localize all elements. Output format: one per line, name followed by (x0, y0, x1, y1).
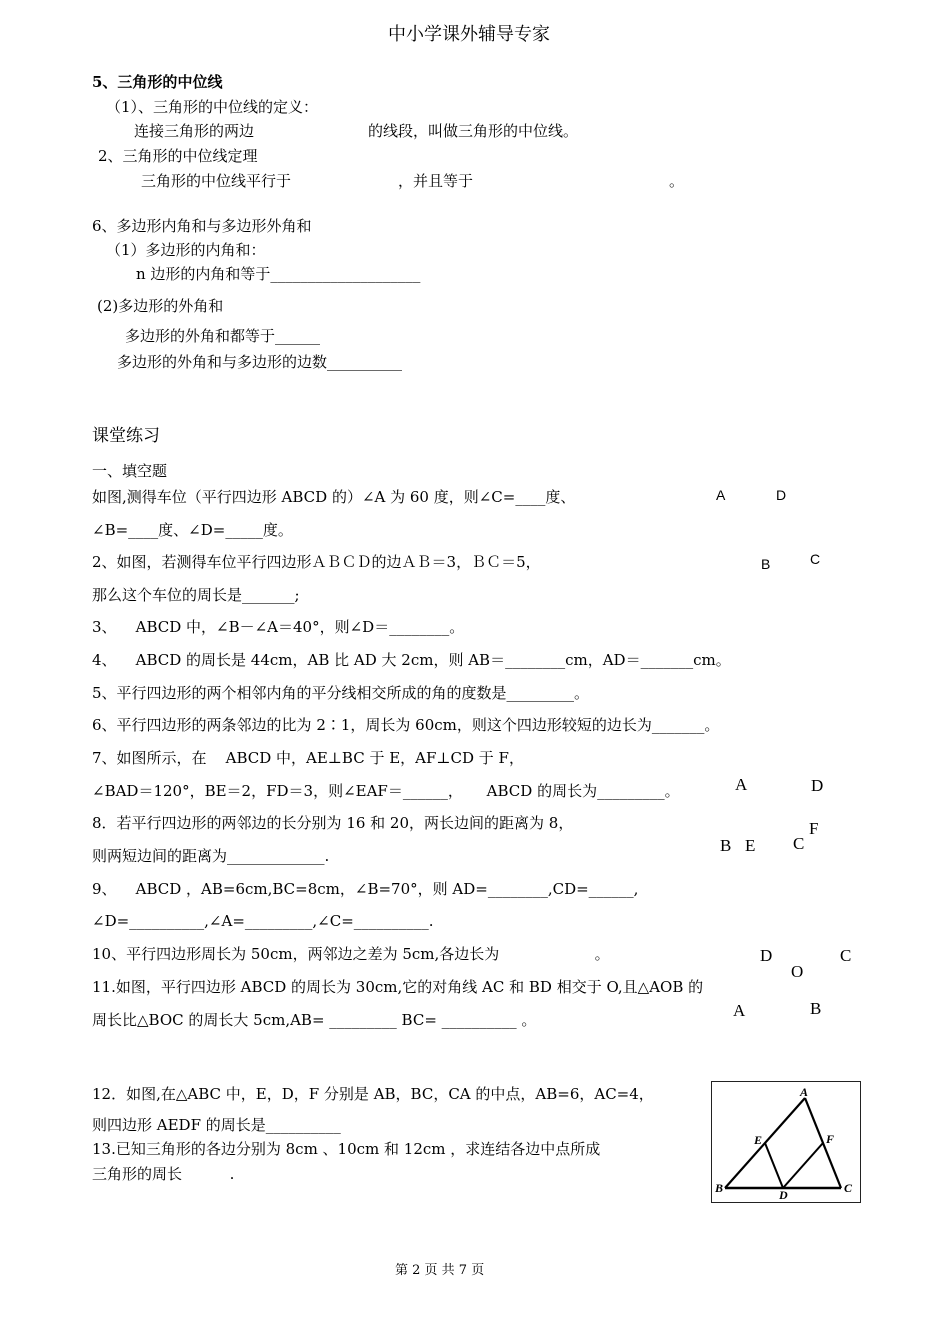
fig7-label-d: D (811, 776, 824, 795)
question-13-line-2: 三角形的周长 . (92, 1165, 235, 1183)
triangle-midpoint-figure (711, 1081, 861, 1203)
fig12-label-f: F (826, 1132, 835, 1146)
question-8-line-1: 8．若平行四边形的两邻边的长分别为 16 和 20，两长边间的距离为 8， (92, 814, 574, 832)
fig11-label-b: B (810, 999, 822, 1018)
question-3: 3、 ABCD 中，∠B－∠A＝40°，则∠D＝________。 (92, 618, 465, 636)
fig7-label-a: A (735, 775, 748, 794)
question-7-line-1: 7、如图所示，在 ABCD 中，AE⊥BC 于 E，AF⊥CD 于 F， (92, 749, 524, 767)
question-9-line-2: ∠D=__________,∠A=_________,∠C=__________. (92, 912, 434, 930)
fig7-label-e: E (745, 836, 756, 855)
fig7-label-b: B (720, 836, 732, 855)
fig1-label-d: D (776, 487, 787, 503)
fig12-label-e: E (754, 1133, 763, 1147)
fig11-label-d: D (760, 946, 773, 965)
section5-title: 5、三角形的中位线 (92, 73, 223, 91)
question-7-line-2: ∠BAD＝120°，BE＝2，FD＝3，则∠EAF＝______， ABCD 的周长为_________。 (92, 782, 680, 800)
practice-title: 课堂练习 (92, 426, 160, 446)
question-11-line-1: 11.如图，平行四边形 ABCD 的周长为 30cm,它的对角线 AC 和 BD 相交于 O,且△AOB 的 (92, 978, 704, 996)
section6-1-heading: （1）多边形的内角和： (106, 241, 266, 259)
question-12-line-1: 12．如图,在△ABC 中，E，D，F 分别是 AB，BC，CA 的中点，AB=6，AC=4， (92, 1085, 654, 1103)
midline-theorem-a: 三角形的中位线平行于 (141, 172, 292, 190)
question-8-line-2: 则两短边间的距离为_____________. (92, 847, 330, 865)
interior-angle-sum-text: n 边形的内角和等于____________________ (136, 265, 421, 283)
question-10: 10、平行四边形周长为 50cm，两邻边之差为 5cm,各边长为 。 (92, 945, 610, 963)
question-13-line-1: 13.已知三角形的各边分别为 8cm 、10cm 和 12cm ，求连结各边中点所成 (92, 1140, 601, 1158)
question-1-line-1: 如图,测得车位（平行四边形 ABCD 的）∠A 为 60 度，则∠C=____度、 (92, 488, 576, 506)
exterior-angle-sum-text: 多边形的外角和都等于______ (125, 327, 321, 345)
question-6: 6、平行四边形的两条邻边的比为 2∶1，周长为 60cm，则这个四边形较短的边长为_______。 (92, 716, 720, 734)
fig11-label-o: O (791, 962, 804, 981)
question-1-line-2: ∠B=____度、∠D=_____度。 (92, 521, 293, 539)
midline-theorem-b: ，并且等于 (398, 172, 474, 190)
question-5: 5、平行四边形的两个相邻内角的平分线相交所成的角的度数是_________。 (92, 684, 590, 702)
page-header-title: 中小学课外辅导专家 (388, 24, 550, 45)
question-4: 4、 ABCD 的周长是 44cm，AB 比 AD 大 2cm，则 AB＝________cm，AD＝_______cm。 (92, 651, 731, 669)
midline-definition-a: 连接三角形的两边 (134, 122, 255, 140)
midline-definition-b: 的线段，叫做三角形的中位线。 (368, 122, 579, 140)
question-2-line-2: 那么这个车位的周长是_______; (92, 586, 300, 604)
fig11-label-a: A (733, 1001, 746, 1020)
fig12-label-c: C (844, 1181, 853, 1195)
fig7-label-f: F (809, 819, 819, 838)
midline-theorem-c: 。 (669, 172, 685, 190)
question-9-line-1: 9、 ABCD ，AB=6cm,BC=8cm，∠B=70°，则 AD=________,CD=______, (92, 880, 639, 898)
fig12-label-a: A (800, 1085, 809, 1099)
fig1-label-c: C (810, 551, 821, 567)
section6-title: 6、多边形内角和与多边形外角和 (92, 217, 312, 235)
question-12-line-2: 则四边形 AEDF 的周长是__________ (92, 1116, 341, 1134)
question-11-line-2: 周长比△BOC 的周长大 5cm,AB= _________ BC= __________ 。 (92, 1011, 537, 1029)
fig7-label-c: C (793, 834, 805, 853)
fig1-label-a: A (716, 487, 726, 503)
question-2-line-1: 2、如图，若测得车位平行四边形ＡＢＣＤ的边ＡＢ＝3，ＢＣ＝5， (92, 553, 541, 571)
fig1-label-b: B (761, 556, 771, 572)
exterior-angle-sides-text: 多边形的外角和与多边形的边数__________ (117, 353, 403, 371)
fig11-label-c: C (840, 946, 852, 965)
section5-2-heading: 2、三角形的中位线定理 (98, 147, 258, 165)
fig12-label-b: B (715, 1181, 724, 1195)
section5-1-heading: （1）、三角形的中位线的定义： (106, 98, 319, 116)
fill-blank-title: 一、填空题 (92, 462, 168, 480)
page-footer: 第 2 页 共 7 页 (395, 1263, 485, 1278)
fig12-label-d: D (779, 1188, 788, 1202)
section6-2-heading: (2)多边形的外角和 (97, 297, 224, 315)
